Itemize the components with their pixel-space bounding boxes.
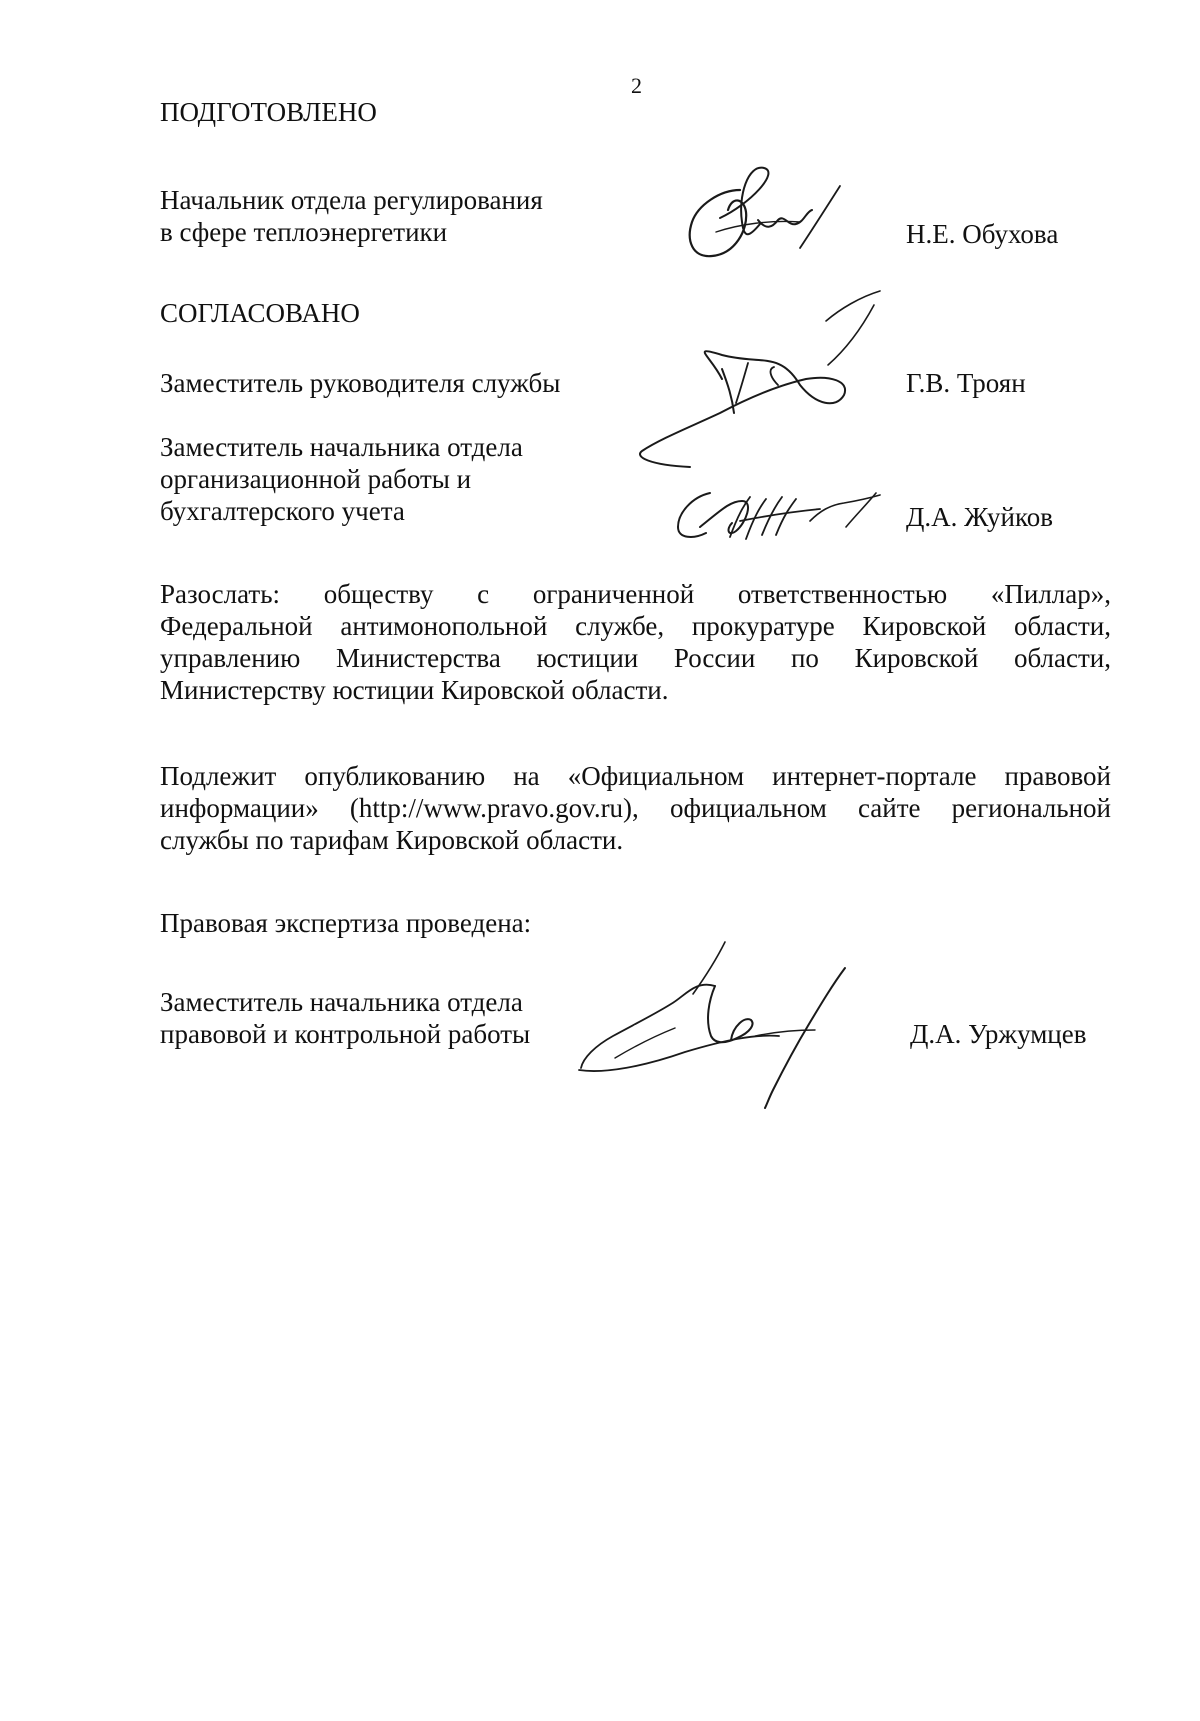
prepared-signatory-name: Н.Е. Обухова — [906, 219, 1059, 249]
signature-zhuikov — [670, 475, 890, 555]
signature-obukhova — [680, 160, 860, 270]
legal-review-heading: Правовая экспертиза проведена: — [160, 908, 532, 938]
agreed-heading: СОГЛАСОВАНО — [160, 298, 360, 328]
signature-troyan — [630, 285, 890, 475]
distribution-line-1: Разослать: обществу с ограниченной ответственностью «Пиллар», — [160, 579, 1111, 609]
agreed-signatory-2-position-line-3: бухгалтерского учета — [160, 496, 405, 526]
signature-urzhumtsev — [575, 940, 865, 1110]
agreed-signatory-2-position-line-2: организационной работы и — [160, 464, 472, 494]
distribution-line-4: Министерству юстиции Кировской области. — [160, 675, 669, 705]
prepared-heading: ПОДГОТОВЛЕНО — [160, 97, 377, 127]
legal-review-signatory-name: Д.А. Уржумцев — [910, 1019, 1087, 1049]
page-number: 2 — [631, 73, 642, 98]
distribution-line-2: Федеральной антимонопольной службе, прокуратуре Кировской области, — [160, 611, 1111, 641]
publication-line-2: информации» (http://www.pravo.gov.ru), официальном сайте региональной — [160, 793, 1111, 823]
legal-review-position-line-2: правовой и контрольной работы — [160, 1019, 531, 1049]
agreed-signatory-1-position: Заместитель руководителя службы — [160, 368, 561, 398]
prepared-position-line-2: в сфере теплоэнергетики — [160, 217, 448, 247]
agreed-signatory-2-name: Д.А. Жуйков — [906, 502, 1053, 532]
agreed-signatory-1-name: Г.В. Троян — [906, 368, 1026, 398]
legal-review-position-line-1: Заместитель начальника отдела — [160, 987, 523, 1017]
prepared-position-line-1: Начальник отдела регулирования — [160, 185, 543, 215]
distribution-line-3: управлению Министерства юстиции России по Кировской области, — [160, 643, 1111, 673]
publication-line-3: службы по тарифам Кировской области. — [160, 825, 624, 855]
publication-paragraph — [160, 760, 1111, 856]
agreed-signatory-2-position-line-1: Заместитель начальника отдела — [160, 432, 523, 462]
distribution-paragraph — [160, 578, 1111, 706]
publication-line-1: Подлежит опубликованию на «Официальном интернет-портале правовой — [160, 761, 1111, 791]
